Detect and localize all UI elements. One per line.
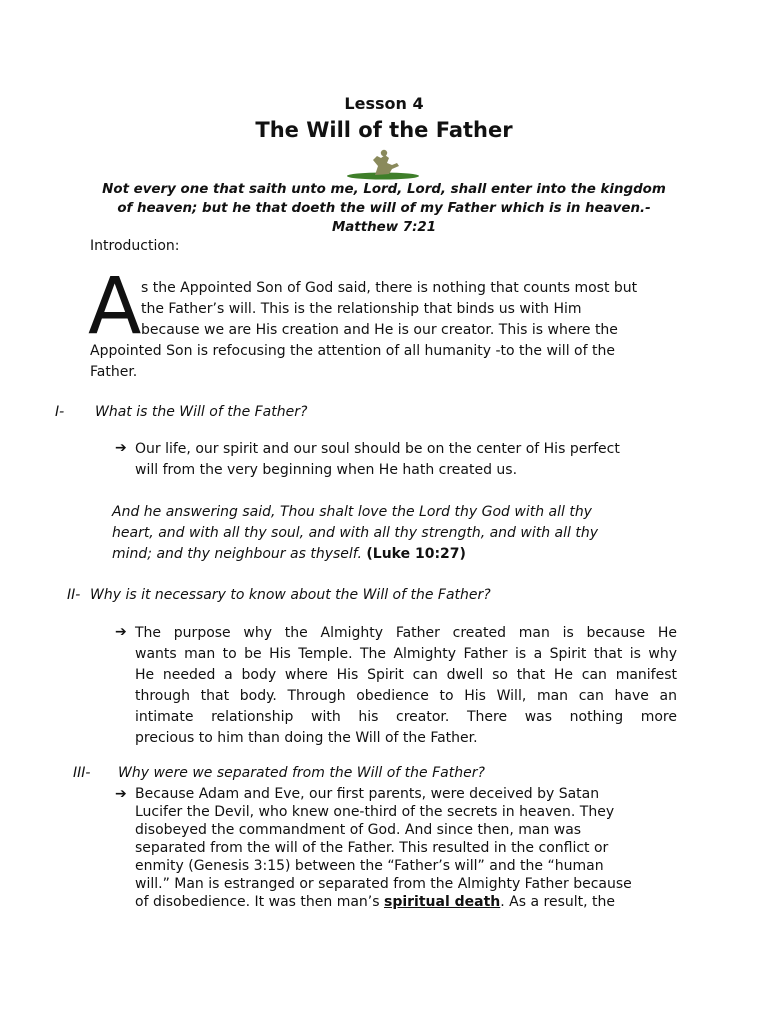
bullet-paragraph (135, 623, 677, 749)
paragraph-line: will from the very beginning when He hath created us. (135, 462, 518, 478)
introduction-label: Introduction: (90, 238, 180, 254)
section-heading-text: Why were we separated from the Will of the Father? (118, 765, 485, 781)
epigraph-line: of heaven; but he that doeth the will of my Father which is in heaven.- (117, 201, 651, 216)
scripture-reference: (Luke 10:27) (366, 546, 466, 562)
section-heading (55, 404, 307, 420)
paragraph-line: intimate relationship with his creator. There was nothing more (135, 709, 677, 725)
paragraph-line: wants man to be His Temple. The Almighty Father is a Spirit that is why (135, 646, 677, 662)
kneeling-figure-icon (345, 146, 421, 182)
paragraph-line: will.” Man is estranged or separated from the Almighty Father because (135, 876, 632, 892)
scripture-line: heart, and with all thy soul, and with all thy strength, and with all thy (112, 525, 599, 541)
section-heading (73, 765, 485, 781)
bullet-paragraph (135, 439, 680, 481)
section-numeral: I- (55, 404, 65, 420)
intro-line: the Father’s will. This is the relationship that binds us with Him (141, 301, 582, 317)
paragraph-line: The purpose why the Almighty Father created man is because He (135, 625, 677, 641)
intro-line: s the Appointed Son of God said, there is nothing that counts most but (141, 280, 638, 296)
paragraph-line: through that body. Through obedience to His Will, man can have an (135, 688, 677, 704)
paragraph-line: Because Adam and Eve, our first parents, were deceived by Satan (135, 786, 600, 802)
epigraph-line: Not every one that saith unto me, Lord, Lord, shall enter into the kingdom (102, 182, 666, 197)
epigraph-reference: Matthew 7:21 (331, 220, 437, 235)
emphasized-term: spiritual death (383, 894, 501, 910)
lesson-label: Lesson 4 (344, 94, 424, 113)
paragraph-text: of disobedience. It was then man’s (135, 894, 384, 910)
paragraph-line: Our life, our spirit and our soul should be on the center of His perfect (135, 441, 620, 457)
intro-line: Appointed Son is refocusing the attention of all humanity -to the will of the (90, 343, 615, 359)
intro-line: Father. (90, 364, 138, 380)
paragraph-line: enmity (Genesis 3:15) between the “Father’s will” and the “human (135, 858, 604, 874)
section-heading-text: What is the Will of the Father? (95, 404, 308, 420)
scripture-line: mind; and thy neighbour as thyself. (112, 546, 362, 562)
paragraph-text: . As a result, the (500, 894, 615, 910)
paragraph-line (135, 893, 680, 911)
scripture-quote (112, 502, 678, 565)
bullet-paragraph (135, 785, 680, 911)
intro-line: because we are His creation and He is our creator. This is where the (141, 322, 618, 338)
paragraph-line: He needed a body where His Spirit can dwell so that He can manifest (135, 667, 677, 683)
paragraph-line: Lucifer the Devil, who knew one-third of the secrets in heaven. They (135, 804, 615, 820)
scripture-line: And he answering said, Thou shalt love the Lord thy God with all thy (112, 504, 592, 520)
arrow-bullet-icon: ➔ (115, 786, 127, 802)
arrow-bullet-icon: ➔ (115, 440, 127, 456)
section-heading-text: Why is it necessary to know about the Will of the Father? (90, 587, 491, 603)
section-heading (67, 587, 491, 603)
arrow-bullet-icon: ➔ (115, 624, 127, 640)
paragraph-line: separated from the will of the Father. This resulted in the conflict or (135, 840, 609, 856)
drop-cap: A (88, 262, 142, 352)
paragraph-line: disobeyed the commandment of God. And since then, man was (135, 822, 582, 838)
section-numeral: III- (73, 765, 91, 781)
epigraph-quote (85, 180, 683, 237)
section-numeral: II- (67, 587, 81, 603)
paragraph-line: precious to him than doing the Will of the Father. (135, 730, 478, 746)
page-title: The Will of the Father (255, 118, 513, 142)
